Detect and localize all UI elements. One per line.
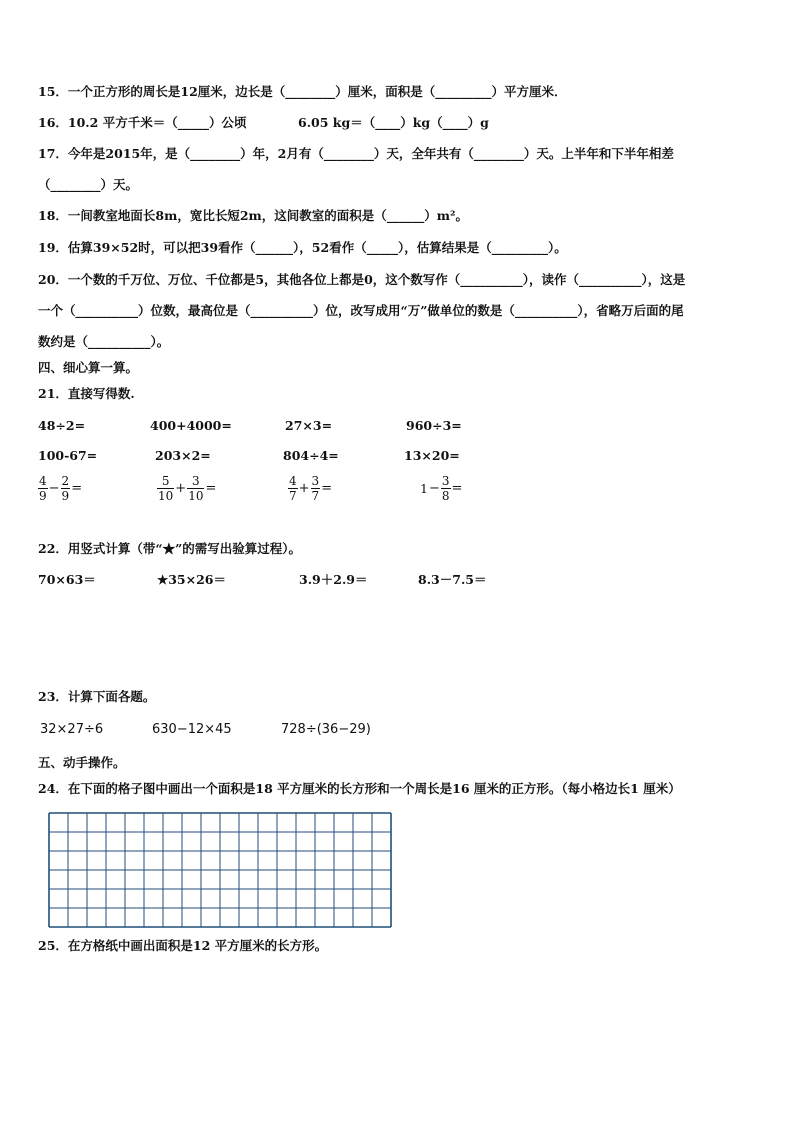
question-20-line2: 一个（__________）位数，最高位是（__________）位，改写成用“万”做单位的数是（__________），省略万后面的尾 [38, 303, 684, 318]
question-16-part2: 6.05 kg＝（____）kg（____）g [298, 115, 489, 130]
fraction-expression-4: 1− $\frac{3}{8}$ = [420, 474, 463, 503]
expression-item: 630−12×45 [152, 722, 232, 737]
question-17-line2: （________）天。 [38, 177, 139, 192]
question-21-title: 21．直接写得数. [38, 386, 135, 401]
question-15: 15．一个正方形的周长是12厘米，边长是（________）厘米，面积是（_________）平方厘米． [38, 84, 567, 99]
question-16-part1: 16．10.2 平方千米＝（_____）公顷 [38, 115, 247, 130]
calc-item: 100-67= [38, 448, 98, 463]
section-5-heading: 五、动手操作。 [38, 755, 126, 770]
vertical-calc-item: ★35×26＝ [157, 572, 226, 587]
question-22-title: 22．用竖式计算（带“★”的需写出验算过程）。 [38, 541, 302, 556]
vertical-calc-item: 3.9＋2.9＝ [299, 572, 368, 587]
calc-item: 27×3= [285, 418, 333, 433]
question-25: 25．在方格纸中画出面积是12 平方厘米的长方形。 [38, 938, 328, 953]
fraction-expression-2: $\frac{5}{10}$ + $\frac{3}{10}$ = [158, 474, 217, 503]
question-20-line3: 数约是（__________）。 [38, 334, 170, 349]
fraction-expression-1: $\frac{4}{9}$ − $\frac{2}{9}$ = [39, 474, 83, 503]
question-24-title: 24．在下面的格子图中画出一个面积是18 平方厘米的长方形和一个周长是16 厘米的正方形。（每小格边长1 厘米） [38, 781, 681, 796]
calc-item: 203×2= [155, 448, 211, 463]
vertical-calc-item: 70×63＝ [38, 572, 96, 587]
calc-item: 48÷2= [38, 418, 86, 433]
question-18: 18．一间教室地面长8m，宽比长短2m，这间教室的面积是（______）m²。 [38, 208, 468, 223]
fraction-expression-3: $\frac{4}{7}$ + $\frac{3}{7}$ = [289, 474, 333, 503]
vertical-calc-item: 8.3－7.5＝ [418, 572, 487, 587]
question-20-line1: 20．一个数的千万位、万位、千位都是5，其他各位上都是0，这个数写作（__________），读作（__________），这是 [38, 272, 686, 287]
section-4-heading: 四、细心算一算。 [38, 360, 139, 375]
calc-item: 804÷4= [283, 448, 339, 463]
expression-item: 728÷(36−29) [281, 722, 371, 737]
calc-item: 960÷3= [406, 418, 462, 433]
question-17-line1: 17．今年是2015年，是（________）年，2月有（________）天，全年共有（________）天。上半年和下半年相差 [38, 146, 674, 161]
square-grid[interactable] [48, 812, 392, 929]
question-19: 19．估算39×52时，可以把39看作（______），52看作（_____），估算结果是（_________）。 [38, 240, 567, 255]
expression-item: 32×27÷6 [40, 722, 104, 737]
question-23-title: 23．计算下面各题。 [38, 689, 156, 704]
calc-item: 13×20= [404, 448, 460, 463]
calc-item: 400+4000= [150, 418, 232, 433]
